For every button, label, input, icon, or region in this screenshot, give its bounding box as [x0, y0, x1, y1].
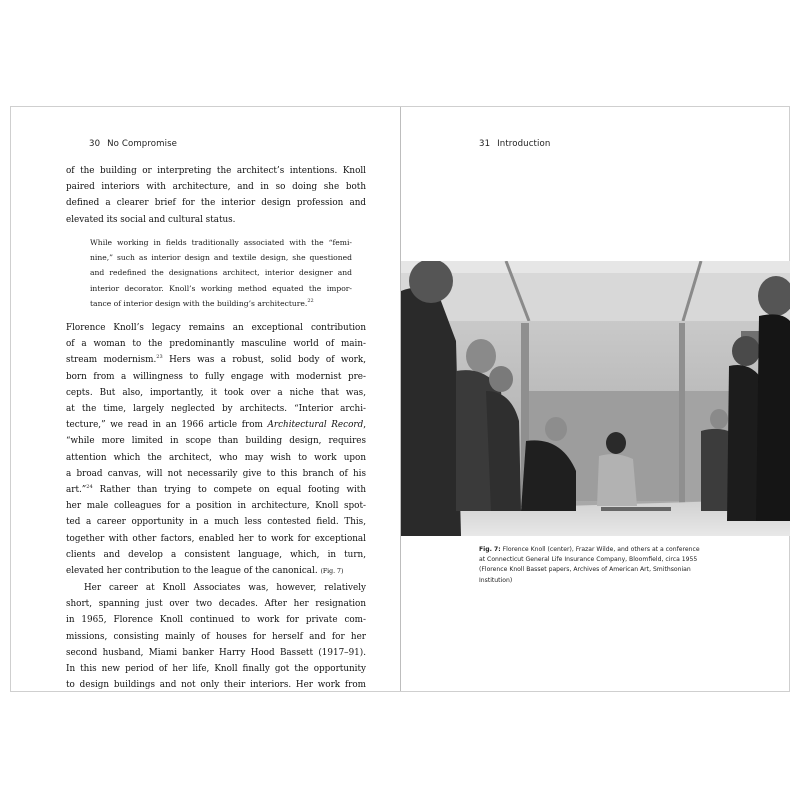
caption-line: at Connecticut General Life Insurance Company, Bloomfield, circa 1955 — [479, 556, 698, 564]
block-quote — [90, 235, 352, 311]
text-line: missions, consisting mainly of houses for herself and for her — [66, 631, 366, 642]
text-run: Rather than trying to compete on equal footing with — [92, 485, 366, 496]
quote-line: and redefined the designations architect, interior designer and — [90, 268, 352, 278]
text-run: elevated her contribution to the league of the canonical. — [66, 566, 318, 577]
footnote-ref: 24 — [86, 484, 93, 491]
quote-line-text: tance of interior design with the building’s architecture. — [90, 298, 308, 308]
text-line: a broad canvas, will not necessarily give to this branch of his — [66, 468, 366, 479]
figure-photo — [401, 261, 790, 536]
page-number: 31 — [479, 139, 491, 149]
text-line: at the time, largely neglected by architects. “Interior archi- — [66, 404, 366, 415]
text-line — [66, 563, 366, 580]
text-line: defined a clearer brief for the interior design profession and — [66, 198, 366, 209]
text-line — [66, 482, 366, 498]
text-line: of the building or interpreting the architect’s intentions. Knoll — [66, 166, 366, 176]
running-head-left — [89, 139, 177, 149]
text-line: “while more limited in scope than building design, requires — [66, 436, 366, 447]
text-line — [66, 352, 366, 368]
text-line: second husband, Miami banker Harry Hood Bassett (1917–91). — [66, 647, 366, 658]
footnote-ref: 23 — [156, 354, 163, 361]
text-line — [66, 417, 366, 433]
text-line: together with other factors, enabled her to work for exceptional — [66, 533, 366, 544]
running-title: Introduction — [497, 139, 551, 149]
conference-photo-image — [401, 261, 790, 536]
paragraph-2 — [66, 320, 366, 580]
text-line: in 1965, Florence Knoll continued to work for private com- — [66, 615, 366, 626]
figure-reference: (Fig. 7) — [320, 568, 344, 576]
text-line: elevated its social and cultural status. — [66, 214, 236, 225]
text-line: to design buildings and not only their interiors. Her work from — [66, 680, 366, 691]
quote-line: interior decorator. Knoll’s working method equated the impor- — [90, 283, 352, 293]
left-page — [11, 107, 400, 691]
quote-line: While working in fields traditionally associated with the “femi- — [90, 238, 352, 247]
text-line: Her career at Knoll Associates was, however, relatively — [84, 583, 366, 593]
book-spread — [10, 106, 790, 692]
quote-line-last — [90, 296, 352, 311]
caption-label: Fig. 7: — [479, 546, 501, 553]
text-run: tecture,” we read in an 1966 article from — [66, 420, 268, 431]
right-page — [401, 107, 790, 691]
text-run: art.” — [66, 485, 87, 496]
paragraph-1 — [66, 163, 366, 228]
caption-text: Florence Knoll (center), Frazar Wilde, and others at a conference — [500, 546, 700, 553]
text-line: attention which the architect, who may wish to work upon — [66, 452, 366, 463]
page-number: 30 — [89, 139, 101, 149]
text-line: of a woman to the predominantly masculine world of main- — [66, 339, 366, 350]
text-line: Florence Knoll’s legacy remains an exceptional contribution — [66, 323, 366, 333]
quote-line: nine,” such as interior design and textile design, she questioned — [90, 253, 352, 263]
text-line: cepts. But also, importantly, it took over a niche that was, — [66, 387, 366, 398]
text-line: clients and develop a consistent language, which, in turn, — [66, 549, 366, 560]
text-line: born from a willingness to fully engage with modernist pre- — [66, 371, 366, 382]
text-run: Hers was a robust, solid body of work, — [162, 355, 367, 366]
text-run: stream modernism. — [66, 355, 157, 366]
footnote-ref: 22 — [307, 297, 314, 304]
running-title: No Compromise — [107, 139, 178, 149]
text-run: , — [363, 420, 366, 431]
journal-title: Architectural Record — [267, 420, 364, 431]
text-line: her male colleagues for a position in architecture, Knoll spot- — [66, 501, 366, 512]
figure-caption — [479, 545, 779, 586]
caption-line — [479, 545, 779, 555]
running-head-right — [479, 139, 550, 149]
caption-line: (Florence Knoll Basset papers, Archives of American Art, Smithsonian — [479, 566, 691, 574]
caption-line: Institution) — [479, 576, 513, 584]
text-line: In this new period of her life, Knoll finally got the opportunity — [66, 664, 366, 675]
paragraph-3 — [66, 580, 366, 693]
text-line: ted a career opportunity in a much less contested field. This, — [66, 517, 366, 528]
text-line: paired interiors with architecture, and in so doing she both — [66, 182, 366, 193]
text-line: short, spanning just over two decades. After her resignation — [66, 599, 366, 610]
